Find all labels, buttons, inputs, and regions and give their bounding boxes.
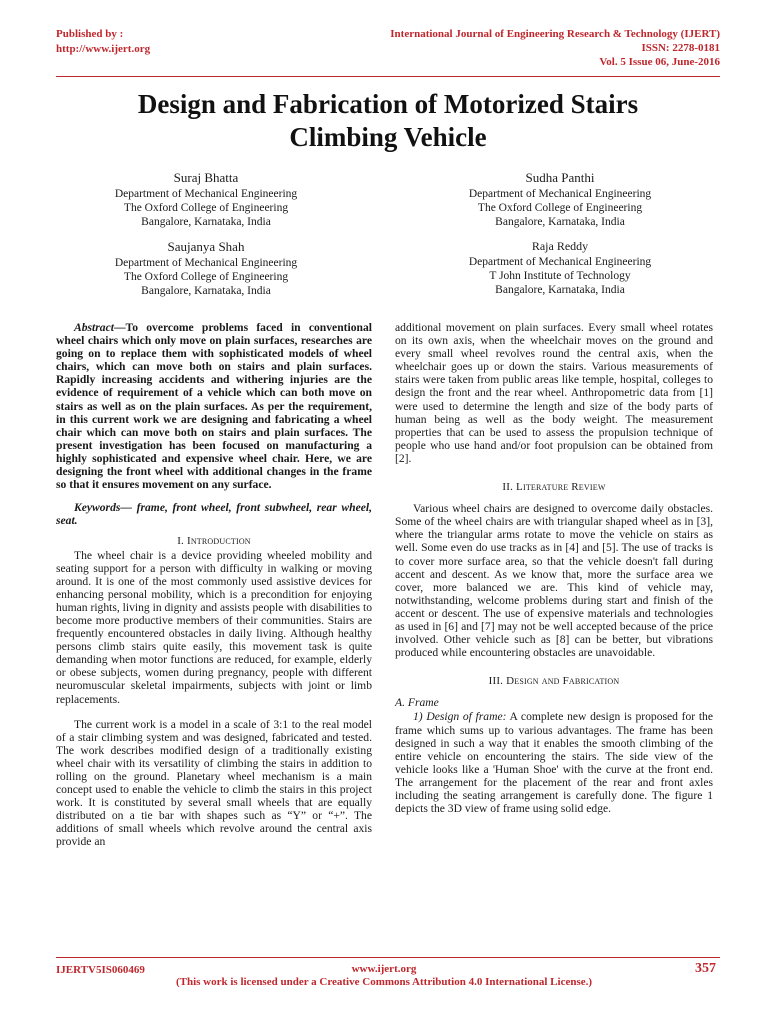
author-loc: Bangalore, Karnataka, India: [495, 284, 625, 296]
author-block-2: [410, 170, 710, 229]
author-name: Sudha Panthi: [525, 170, 595, 185]
author-inst: The Oxford College of Engineering: [123, 271, 289, 283]
header-right: [390, 27, 720, 69]
license-text: (This work is licensed under a Creative Commons Attribution 4.0 International License.): [175, 976, 593, 988]
keywords-text: frame, front wheel, front subwheel, rear wheel, seat.: [56, 501, 372, 528]
author-loc: Bangalore, Karnataka, India: [141, 216, 271, 228]
author-name: Saujanya Shah: [167, 239, 245, 254]
title-line-2: Climbing Vehicle: [289, 122, 487, 152]
right-paragraph-1: additional movement on plain surfaces. Every small wheel rotates on its own axis, when the wheelchair moves on the ground and every small wheel revolves round the central axis, when the wheelchair goes up or down the stairs. Various measurements of stairs were taken from public areas like temple, hospital, colleges to design the front and the rear wheel. Anthropometric data from [1] were used to determine the length and size of the body parts of human being as well as the body weight. The measurement properties that can be used to assess the propulsion technique of people who use hand and/or foot propulsion can be obtained from [2].: [395, 321, 713, 465]
author-dept: Department of Mechanical Engineering: [468, 256, 652, 268]
author-name: Raja Reddy: [531, 239, 589, 253]
keywords-label: Keywords—: [74, 501, 132, 515]
journal-url[interactable]: http://www.ijert.org: [56, 43, 151, 55]
abstract-label: Abstract: [74, 321, 114, 334]
section-heading-literature: II. Literature Review: [502, 481, 606, 494]
title-line-1: Design and Fabrication of Motorized Stairs: [137, 89, 639, 119]
author-name: Suraj Bhatta: [173, 170, 239, 185]
paper-id: IJERTV5IS060469: [56, 964, 145, 976]
author-dept: Department of Mechanical Engineering: [114, 257, 298, 269]
design-of-frame-text: A complete new design is proposed for the frame which sums up to various advantages. The frame has been designed in such a way that it enables the smooth climbing of the entire vehicle on encountering the stairs. The side view of the vehicle looks like a 'Human Shoe' with the curve at the front end. The arrangement for the placement of the rear and front axles including the seating arrangement is carefully done. The figure 1 depicts the 3D view of frame using solid edge.: [395, 710, 713, 816]
literature-paragraph: Various wheel chairs are designed to overcome daily obstacles. Some of the wheel chairs are with triangular shaped wheel as in [3], where the triangular arms rotate to move the vehicle on stairs as well. Some even do use tracks as in [4] and [5]. The use of tracks is to cover more surface area, so that the vehicle doesn't fall during accent and descent. As we know that, more the surface area we cover, more balanced we are. This kind of vehicle may, notwithstanding, welcome problems during start and finish of the accent or descent. The use of expensive materials and technologies as used in [6] and [7] may not be well accepted because of the price involved. Other vehicle such as [8] can be better, but vibrations produced while encountering obstacles are unavoidable.: [395, 502, 713, 660]
intro-paragraph-1: The wheel chair is a device providing wheeled mobility and seating support for a person with difficulty in walking or moving around. It is one of the most commonly used assistive devices for enhancing personal mobility, which is a precondition for enjoying human rights, living in dignity and assists people with disabilities to become more productive members of their communities. Stairs are frequently encountered obstacles in daily living. Although healthy persons climb stairs quite easily, this movement task is quite demanding when motor functions are reduced, for example, elderly or obese subjects, women during pregnancy, people with different neuromuscular skeletal impairments, subjects with joint or limb replacements.: [56, 548, 372, 706]
footer-divider: [56, 957, 720, 958]
author-inst: T John Institute of Technology: [489, 270, 631, 282]
right-column: [395, 321, 713, 815]
design-of-frame-label: 1) Design of frame:: [413, 710, 507, 724]
abstract: [56, 321, 372, 491]
subsection-heading-frame: A. Frame: [395, 696, 439, 710]
author-block-1: [56, 170, 356, 229]
keywords: [56, 501, 372, 527]
page-number: 357: [695, 961, 716, 976]
left-column: [56, 321, 372, 849]
header-left: [56, 27, 150, 57]
published-by: Published by :: [56, 28, 124, 40]
intro-paragraph-2: The current work is a model in a scale of 3:1 to the real model of a stair climbing system and was designed, fabricated and tested. The work describes modified design of a traditionally existing wheel chair with its versatility of climbing the stairs in addition to rolling on the ground. Planetary wheel mechanism is a main concept used to enable the vehicle to climb the stairs in this project work. It is constituted by several small wheels that are equally distributed on a tie bar with shapes such as “Y” or “+”. The additions of small wheels which revolve around the central axis provide an: [56, 717, 372, 849]
paper-title: [56, 88, 720, 154]
section-heading-introduction: I. Introduction: [177, 535, 251, 548]
journal-name: International Journal of Engineering Research & Technology (IJERT): [390, 28, 720, 40]
author-dept: Department of Mechanical Engineering: [468, 188, 652, 200]
abstract-text: —To overcome problems faced in conventional wheel chairs which only move on plain surfaces, researches are going on to replace them with sophisticated models of wheel chairs, which can move both on stairs and plain surfaces. Rapidly increasing accidents and withering injuries are the evidence of requirement of a vehicle which can both move on stairs as well as on the plain surfaces. As per the requirement, in this current work we are designing and fabricating a wheel chair which can move both on stairs and plain surfaces. The present investigation has been focused on manufacturing a highly sophisticated and expensive wheel chair. Here, we are designing the front wheel with additional changes in the frame so that it ensures movement on any surface.: [56, 321, 372, 492]
author-inst: The Oxford College of Engineering: [477, 202, 643, 214]
header-divider: [56, 76, 720, 77]
footer-center: [0, 963, 768, 989]
author-loc: Bangalore, Karnataka, India: [495, 216, 625, 228]
author-block-4: [410, 239, 710, 297]
issn: ISSN: 2278-0181: [641, 42, 720, 54]
author-loc: Bangalore, Karnataka, India: [141, 285, 271, 297]
footer-url[interactable]: www.ijert.org: [351, 963, 417, 975]
section-heading-design: III. Design and Fabrication: [488, 675, 620, 688]
frame-paragraph: [395, 710, 713, 815]
volume-issue: Vol. 5 Issue 06, June-2016: [599, 56, 720, 68]
author-dept: Department of Mechanical Engineering: [114, 188, 298, 200]
author-block-3: [56, 239, 356, 298]
author-inst: The Oxford College of Engineering: [123, 202, 289, 214]
